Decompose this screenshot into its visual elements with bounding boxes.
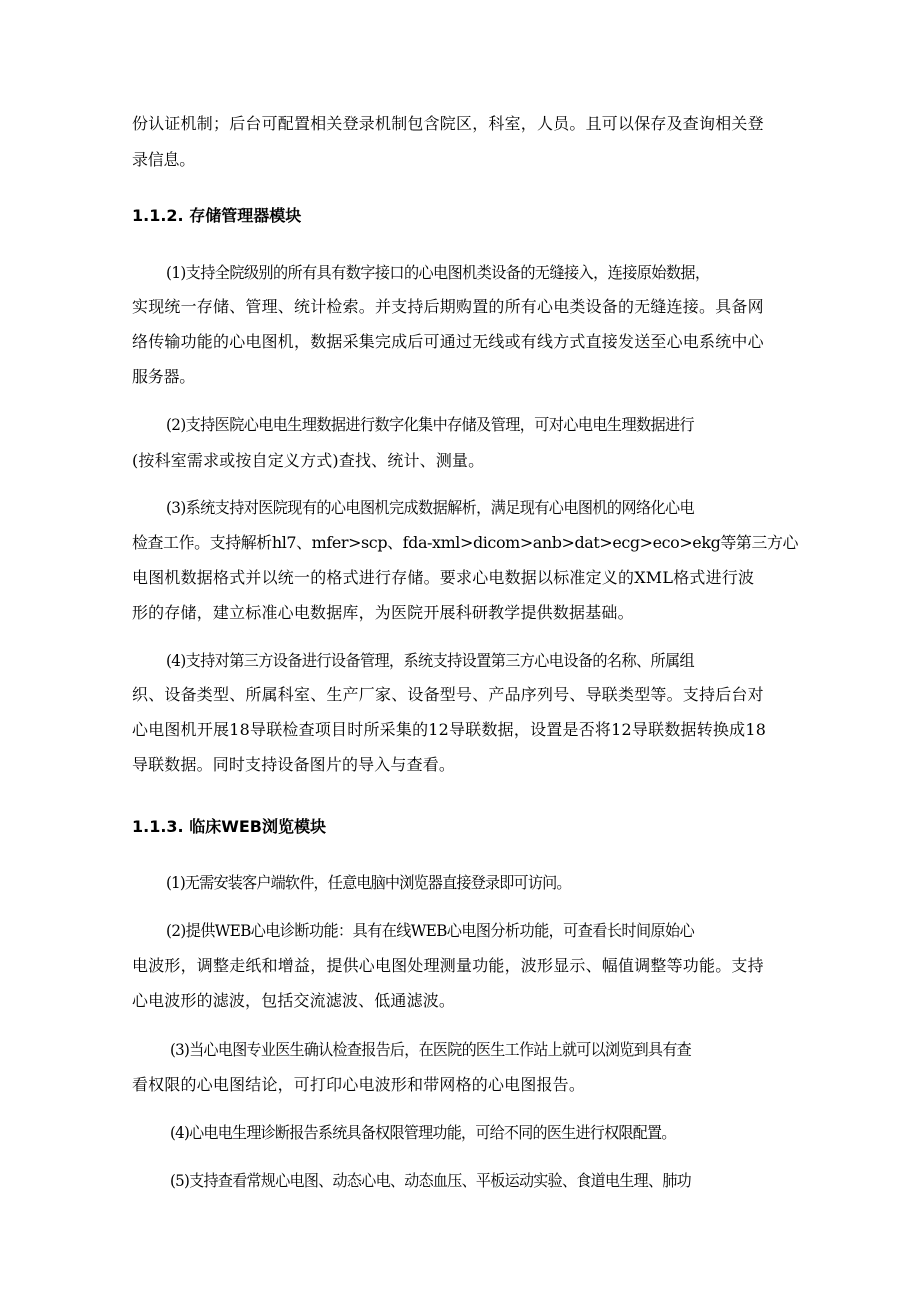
paragraph-line: 导联数据。同时支持设备图片的导入与查看。 [132, 755, 456, 774]
paragraph-line: (按科室需求或按自定义方式)查找、统计、测量。 [132, 451, 485, 470]
paragraph-line: (2)提供WEB心电诊断功能：具有在线WEB心电图分析功能，可查看长时间原始心 [166, 921, 695, 940]
paragraph-line: 络传输功能的心电图机，数据采集完成后可通过无线或有线方式直接发送至心电系统中心 [132, 332, 764, 351]
section-heading-1-1-3: 1.1.3. 临床WEB浏览模块 [132, 817, 326, 836]
paragraph-line: 服务器。 [132, 367, 196, 386]
paragraph-line: (2)支持医院心电电生理数据进行数字化集中存储及管理，可对心电电生理数据进行 [166, 415, 695, 434]
intro-line-1: 份认证机制；后台可配置相关登录机制包含院区，科室，人员。且可以保存及查询相关登 [132, 114, 764, 133]
paragraph-line: 织、设备类型、所属科室、生产厂家、设备型号、产品序列号、导联类型等。支持后台对 [132, 685, 764, 704]
paragraph-line: (3)系统支持对医院现有的心电图机完成数据解析，满足现有心电图机的网络化心电 [166, 498, 695, 517]
paragraph-line: 电波形，调整走纸和增益，提供心电图处理测量功能，波形显示、幅值调整等功能。支持 [132, 956, 764, 975]
paragraph-line: (4)心电电生理诊断报告系统具备权限管理功能，可给不同的医生进行权限配置。 [170, 1123, 676, 1142]
paragraph-line: (1)支持全院级别的所有具有数字接口的心电图机类设备的无缝接入，连接原始数据， [166, 263, 710, 282]
paragraph-line: 形的存储，建立标准心电数据库，为医院开展科研教学提供数据基础。 [132, 603, 634, 622]
paragraph-line: 实现统一存储、管理、统计检索。并支持后期购置的所有心电类设备的无缝连接。具备网 [132, 297, 764, 316]
paragraph-line: 看权限的心电图结论，可打印心电波形和带网格的心电图报告。 [132, 1075, 586, 1094]
paragraph-line: (1)无需安装客户端软件，任意电脑中浏览器直接登录即可访问。 [166, 873, 571, 892]
paragraph-line: (4)支持对第三方设备进行设备管理，系统支持设置第三方心电设备的名称、所属组 [166, 651, 695, 670]
intro-line-2: 录信息。 [132, 150, 196, 169]
paragraph-line: (5)支持查看常规心电图、动态心电、动态血压、平板运动实验、食道电生理、肺功 [170, 1171, 691, 1190]
paragraph-line: (3)当心电图专业医生确认检查报告后，在医院的医生工作站上就可以浏览到具有查 [170, 1040, 691, 1059]
paragraph-line: 电图机数据格式并以统一的格式进行存储。要求心电数据以标准定义的XML格式进行波 [132, 568, 755, 587]
section-heading-1-1-2: 1.1.2. 存储管理器模块 [132, 206, 302, 225]
paragraph-line: 检查工作。支持解析hl7、mfer>scp、fda-xml>dicom>anb>dat>ecg>eco>ekg等第三方心 [132, 533, 799, 552]
paragraph-line: 心电波形的滤波，包括交流滤波、低通滤波。 [132, 991, 456, 1010]
paragraph-line: 心电图机开展18导联检查项目时所采集的12导联数据，设置是否将12导联数据转换成18 [132, 720, 767, 739]
